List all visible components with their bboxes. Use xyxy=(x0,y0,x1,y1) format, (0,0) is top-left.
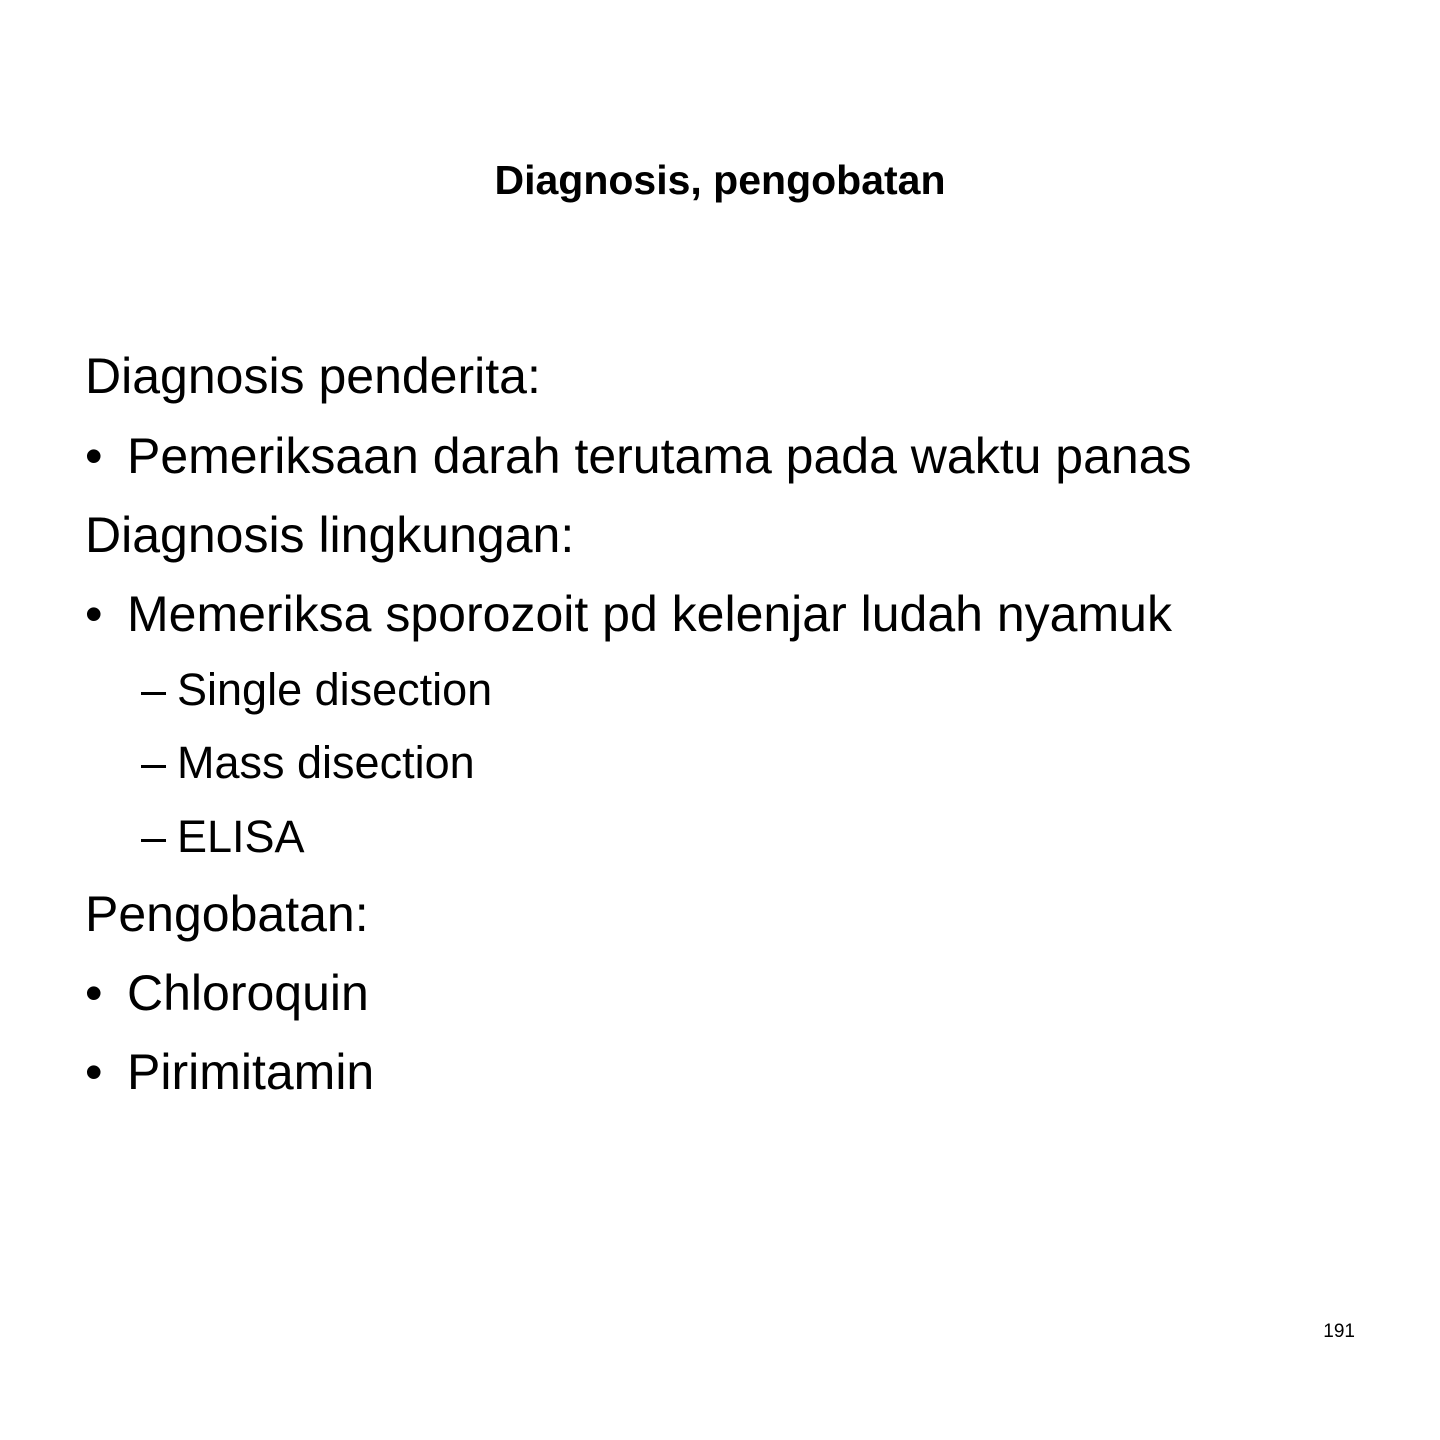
heading-pengobatan: Pengobatan: xyxy=(85,886,369,942)
bullet-text: Memeriksa sporozoit pd kelenjar ludah nyamuk xyxy=(127,586,1172,642)
dash-marker: – xyxy=(141,664,167,715)
bullet-text: Chloroquin xyxy=(127,965,369,1021)
slide-title: Diagnosis, pengobatan xyxy=(494,157,946,203)
bullet-marker: • xyxy=(85,1044,103,1100)
sub-item-text: Single disection xyxy=(177,664,493,715)
sub-item-text: Mass disection xyxy=(177,737,475,788)
bullet-text: Pirimitamin xyxy=(127,1044,375,1100)
bullet-marker: • xyxy=(85,965,103,1021)
page-number: 191 xyxy=(1323,1321,1355,1342)
bullet-chloroquin xyxy=(85,963,369,1023)
sub-item-elisa xyxy=(141,810,305,864)
bullet-marker: • xyxy=(85,586,103,642)
sub-item-text: ELISA xyxy=(177,811,305,862)
bullet-text: Pemeriksaan darah terutama pada waktu panas xyxy=(127,428,1192,484)
sub-item-single-disection xyxy=(141,663,492,717)
dash-marker: – xyxy=(141,811,167,862)
bullet-pemeriksaan-darah xyxy=(85,426,1192,486)
bullet-pirimitamin xyxy=(85,1042,374,1102)
bullet-memeriksa-sporozoit xyxy=(85,584,1172,644)
heading-diagnosis-penderita: Diagnosis penderita: xyxy=(85,348,541,404)
bullet-marker: • xyxy=(85,428,103,484)
dash-marker: – xyxy=(141,737,167,788)
sub-item-mass-disection xyxy=(141,736,475,790)
heading-diagnosis-lingkungan: Diagnosis lingkungan: xyxy=(85,507,575,563)
